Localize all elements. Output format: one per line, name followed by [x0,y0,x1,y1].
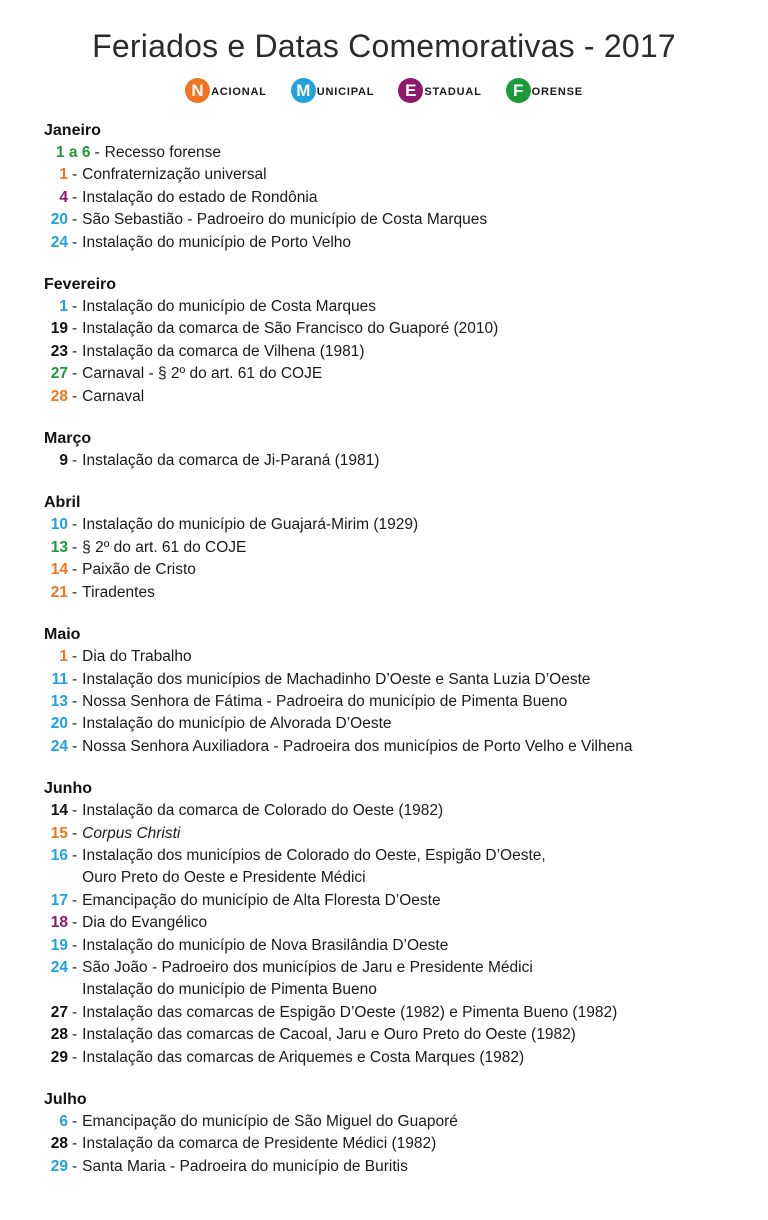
date-description [82,164,266,186]
date-entry [44,912,764,934]
description-line: Ouro Preto do Oeste e Presidente Médici [82,869,366,887]
date-number: 19 [50,320,68,338]
date-description [82,450,379,472]
month-heading: Maio [44,626,81,644]
date-number: 1 [59,166,68,184]
date-entry [44,1111,764,1133]
date-description [82,318,498,340]
date-number: 23 [50,342,68,360]
date-separator: - [72,211,78,229]
description-line: Recesso forense [104,144,221,161]
date-number: 14 [50,561,68,579]
description-line: Instalação da comarca de Ji-Paraná (1981) [82,452,380,470]
date-separator: - [72,715,78,733]
date-description [82,1024,576,1046]
date-separator: - [72,891,78,909]
legend-label-nacional: acional [211,82,267,99]
date-number: 19 [50,936,68,954]
date-description [82,691,567,713]
date-description [82,935,448,957]
date-description [82,823,180,845]
legend-label-municipal: unicipal [316,82,375,99]
month-section [44,274,764,408]
date-entry [44,713,764,735]
date-separator: - [72,365,78,383]
date-entry [44,296,764,318]
legend-item-municipal [291,78,375,103]
date-entry [44,187,764,209]
date-entry [44,1156,764,1178]
date-description [105,142,221,164]
description-line: Emancipação do município de Alta Floresta D’Oeste [82,891,441,909]
date-separator: - [72,561,78,579]
description-line: Nossa Senhora Auxiliadora - Padroeira dos municípios de Porto Velho e Vilhena [82,737,633,755]
date-number: 20 [50,715,68,733]
date-separator: - [72,648,78,666]
date-description [82,232,351,254]
date-separator: - [72,936,78,954]
date-description [82,582,155,604]
date-number: 13 [50,692,68,710]
date-entry [44,823,764,845]
date-separator: - [72,342,78,360]
date-entry [44,646,764,668]
date-number: 1 [59,648,68,666]
date-description [82,514,418,536]
month-section [44,120,764,254]
date-number: 18 [50,914,68,932]
date-entry [44,691,764,713]
date-number: 10 [50,516,68,534]
date-entry [44,386,764,408]
description-line: Confraternização universal [82,166,267,184]
date-number: 21 [50,583,68,601]
date-separator: - [72,516,78,534]
date-separator: - [72,1003,78,1021]
date-separator: - [72,298,78,316]
date-number: 27 [50,1003,68,1021]
date-description [82,1111,458,1133]
date-number: 14 [50,802,68,820]
date-description [82,187,317,209]
date-entry [44,736,764,758]
date-entry [44,800,764,822]
description-line: São João - Padroeiro dos municípios de Jaru e Presidente Médici [82,958,533,976]
date-separator: - [72,188,78,206]
date-number: 27 [50,365,68,383]
description-line: Instalação dos municípios de Machadinho D’Oeste e Santa Luzia D’Oeste [82,670,591,688]
month-heading: Junho [44,780,92,798]
date-number: 9 [59,452,68,470]
date-description [82,1156,408,1178]
date-description [82,363,322,385]
date-separator: - [72,670,78,688]
date-entry [44,935,764,957]
date-description [82,713,391,735]
legend-label-estadual: stadual [424,82,482,99]
description-line: Carnaval - § 2º do art. 61 do COJE [82,365,323,383]
description-line: Dia do Evangélico [82,914,208,932]
date-separator: - [72,802,78,820]
description-line: Corpus Christi [82,824,181,842]
description-line: Instalação do município de Alvorada D’Oeste [82,715,392,733]
month-heading: Fevereiro [44,276,117,294]
date-number: 11 [51,670,68,688]
date-separator: - [72,1135,78,1153]
date-number: 4 [59,188,68,206]
description-line: Emancipação do município de São Miguel do Guaporé [82,1113,458,1130]
date-entry [44,957,764,1002]
date-number: 28 [50,1135,68,1153]
description-line: Instalação da comarca de Presidente Médici (1982) [82,1135,437,1153]
date-entry [44,669,764,691]
month-section [44,624,764,758]
date-number: 17 [50,891,68,909]
date-entry [44,537,764,559]
date-description [82,1047,524,1069]
legend-item-nacional [185,78,267,103]
month-section [44,778,764,1069]
date-number: 24 [50,233,68,251]
date-entry [44,142,764,164]
date-entry [44,209,764,231]
date-entry [44,232,764,254]
date-separator: - [72,320,78,338]
description-line: São Sebastião - Padroeiro do município de Costa Marques [82,211,488,229]
date-description [82,386,144,408]
description-line: Carnaval [82,387,145,405]
date-description [82,957,533,1002]
date-description [82,912,207,934]
date-separator: - [72,824,78,842]
month-section [44,1089,764,1178]
month-heading: Julho [44,1091,87,1108]
date-number: 1 [59,298,68,316]
month-section [44,492,764,604]
date-description [82,736,632,758]
date-description [82,669,590,691]
date-separator: - [72,737,78,755]
description-line: Instalação do estado de Rondônia [82,188,318,206]
description-line: Instalação da comarca de Colorado do Oeste (1982) [82,802,444,820]
legend-badge-municipal: M [291,78,316,103]
date-description [82,646,191,668]
date-number: 20 [50,211,68,229]
date-description [82,890,440,912]
date-entry [44,164,764,186]
legend-badge-nacional: N [185,78,210,103]
date-description [82,1002,617,1024]
date-entry [44,1133,764,1155]
date-number: 13 [50,538,68,556]
date-description [82,296,376,318]
date-number: 6 [59,1113,68,1130]
date-separator: - [72,958,78,976]
description-line: Instalação do município de Pimenta Bueno [82,981,377,999]
date-description [82,800,443,822]
description-line: Santa Maria - Padroeira do município de Buritis [82,1157,408,1175]
description-line: Instalação da comarca de Vilhena (1981) [82,342,365,360]
date-separator: - [72,1048,78,1066]
date-number: 15 [50,824,68,842]
month-section [44,428,764,472]
description-line: Paixão de Cristo [82,561,196,579]
date-number: 16 [50,846,68,864]
date-entry [44,559,764,581]
date-entry [44,514,764,536]
calendar-list [44,120,764,1198]
description-line: Instalação do município de Nova Brasilândia D’Oeste [82,936,449,954]
month-heading: Março [44,430,92,448]
description-line: Tiradentes [82,583,155,601]
date-entry [44,582,764,604]
date-description [82,537,246,559]
legend-badge-forense: F [506,78,531,103]
description-line: Instalação das comarcas de Cacoal, Jaru e Ouro Preto do Oeste (1982) [82,1026,576,1044]
date-entry [44,318,764,340]
legend-label-forense: orense [531,82,583,99]
month-heading: Janeiro [44,122,101,139]
description-line: Instalação do município de Porto Velho [82,233,352,251]
month-heading: Abril [44,494,81,512]
date-number: 24 [50,737,68,755]
date-separator: - [94,144,100,161]
date-number: 24 [50,958,68,976]
date-number: 28 [50,387,68,405]
description-line: Nossa Senhora de Fátima - Padroeira do município de Pimenta Bueno [82,692,568,710]
date-number: 29 [50,1157,68,1175]
date-separator: - [72,233,78,251]
description-line: Instalação dos municípios de Colorado do Oeste, Espigão D’Oeste, [82,846,546,864]
date-entry [44,450,764,472]
legend [0,78,768,103]
date-separator: - [72,452,78,470]
date-separator: - [72,1113,78,1130]
description-line: Instalação das comarcas de Ariquemes e Costa Marques (1982) [82,1048,525,1066]
date-entry [44,890,764,912]
date-entry [44,1047,764,1069]
legend-item-estadual [398,78,481,103]
date-number: 28 [50,1026,68,1044]
description-line: Instalação do município de Costa Marques [82,298,376,316]
date-number: 29 [50,1048,68,1066]
date-separator: - [72,692,78,710]
date-description [82,1133,436,1155]
legend-item-forense [506,78,583,103]
description-line: Instalação da comarca de São Francisco do Guaporé (2010) [82,320,499,338]
date-entry [44,363,764,385]
date-separator: - [72,387,78,405]
date-separator: - [72,538,78,556]
description-line: § 2º do art. 61 do COJE [82,538,247,556]
date-separator: - [72,1157,78,1175]
date-separator: - [72,166,78,184]
date-description [82,845,546,890]
page-title: Feriados e Datas Comemorativas - 2017 [92,28,676,64]
date-description [82,341,364,363]
date-number: 1 a 6 [56,144,91,161]
date-entry [44,341,764,363]
date-separator: - [72,1026,78,1044]
description-line: Instalação das comarcas de Espigão D’Oeste (1982) e Pimenta Bueno (1982) [82,1003,618,1021]
description-line: Instalação do município de Guajará-Mirim (1929) [82,516,419,534]
date-description [82,209,487,231]
date-entry [44,1002,764,1024]
date-separator: - [72,914,78,932]
date-entry [44,1024,764,1046]
legend-badge-estadual: E [398,78,423,103]
description-line: Dia do Trabalho [82,648,192,666]
date-separator: - [72,846,78,864]
date-separator: - [72,583,78,601]
date-entry [44,845,764,890]
date-description [82,559,196,581]
